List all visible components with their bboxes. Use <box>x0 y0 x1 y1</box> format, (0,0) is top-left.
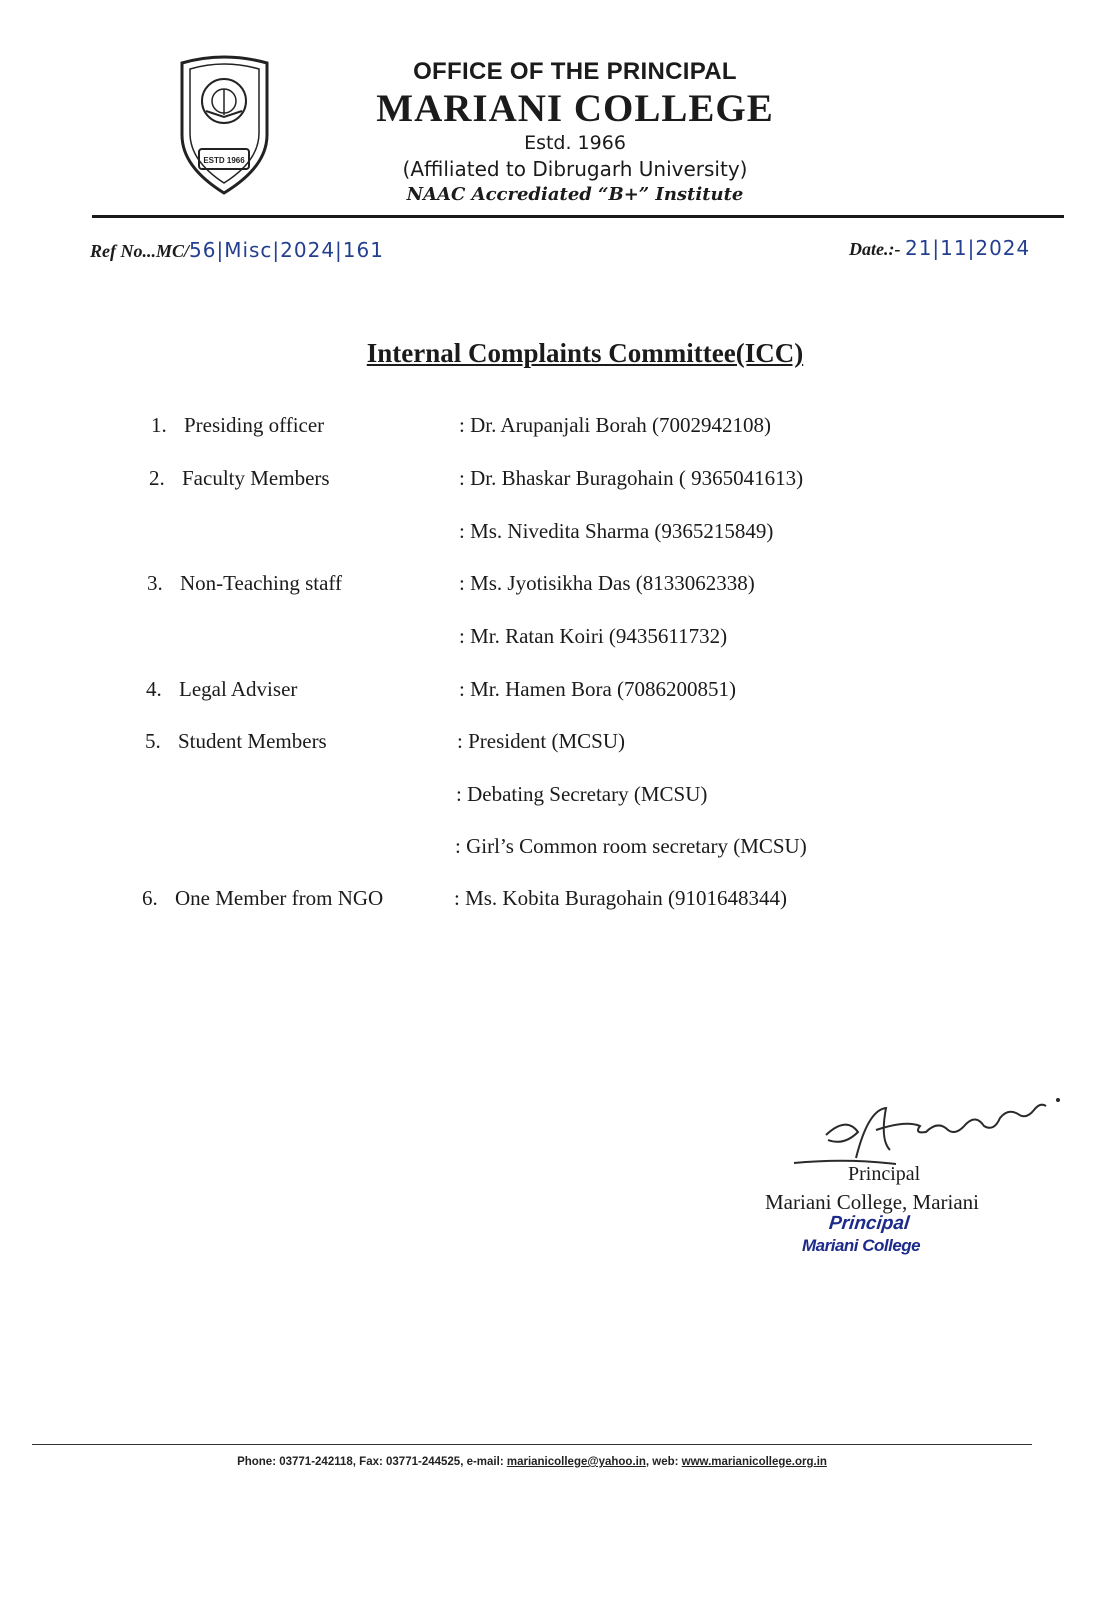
reference-label: Ref No...MC/ <box>90 241 189 261</box>
member-value: : Debating Secretary (MCSU) <box>456 782 708 806</box>
signature-icon <box>786 1080 1086 1180</box>
member-number: 2. <box>149 466 165 490</box>
member-value: : Dr. Bhaskar Buragohain ( 9365041613) <box>459 466 804 490</box>
footer-divider <box>32 1444 1032 1445</box>
member-role: Faculty Members <box>182 466 330 490</box>
member-role: Presiding officer <box>184 413 325 437</box>
member-value: : Mr. Hamen Bora (7086200851) <box>459 677 737 701</box>
header-divider <box>92 215 1064 218</box>
member-value: : Ms. Kobita Buragohain (9101648344) <box>454 886 788 910</box>
signatory-title: Principal <box>848 1163 921 1185</box>
member-row <box>142 886 383 911</box>
established-year: Estd. 1966 <box>524 132 626 154</box>
date-value: 21|11|2024 <box>904 236 1031 260</box>
naac-accreditation: NAAC Accrediated “B+” Institute <box>406 184 744 205</box>
principal-stamp: Principal <box>827 1213 911 1234</box>
college-emblem-icon <box>172 55 277 201</box>
college-stamp: Mariani College <box>802 1236 921 1255</box>
member-role: One Member from NGO <box>175 886 384 910</box>
member-row <box>146 677 297 702</box>
reference-value: 56|Misc|2024|161 <box>189 238 384 262</box>
member-row <box>149 466 330 491</box>
date-label: Date.:- <box>849 239 901 259</box>
signatory-college: Mariani College, Mariani <box>765 1190 980 1214</box>
member-role: Non-Teaching staff <box>180 571 343 595</box>
footer-web-label: , web: <box>645 1456 682 1468</box>
member-role: Legal Adviser <box>179 677 298 701</box>
member-value: : Dr. Arupanjali Borah (7002942108) <box>459 413 772 437</box>
member-value: : Ms. Jyotisikha Das (8133062338) <box>459 571 755 595</box>
member-value: : President (MCSU) <box>457 729 625 753</box>
member-number: 4. <box>146 677 162 701</box>
footer-contact <box>32 1456 1032 1468</box>
member-number: 1. <box>151 413 167 437</box>
member-row <box>151 413 324 438</box>
member-number: 5. <box>145 729 161 753</box>
footer-email-link[interactable]: marianicollege@yahoo.in <box>506 1456 646 1468</box>
reference-number <box>90 238 384 262</box>
emblem-text: ESTD 1966 <box>203 156 245 165</box>
footer-web-link[interactable]: www.marianicollege.org.in <box>681 1456 827 1468</box>
affiliation: (Affiliated to Dibrugarh University) <box>402 157 748 181</box>
member-value: : Ms. Nivedita Sharma (9365215849) <box>459 519 774 543</box>
letter-date <box>849 236 1030 260</box>
member-number: 3. <box>147 571 163 595</box>
member-row <box>147 571 342 596</box>
footer-phone: Phone: 03771-242118, Fax: 03771-244525, e-mail: <box>237 1456 507 1468</box>
office-heading: OFFICE OF THE PRINCIPAL <box>413 58 737 85</box>
member-value: : Mr. Ratan Koiri (9435611732) <box>459 624 728 648</box>
member-number: 6. <box>142 886 158 910</box>
page-title: Internal Complaints Committee(ICC) <box>366 338 804 368</box>
member-value: : Girl’s Common room secretary (MCSU) <box>455 834 807 858</box>
college-name: MARIANI COLLEGE <box>376 87 774 130</box>
member-role: Student Members <box>178 729 327 753</box>
member-row <box>145 729 327 754</box>
